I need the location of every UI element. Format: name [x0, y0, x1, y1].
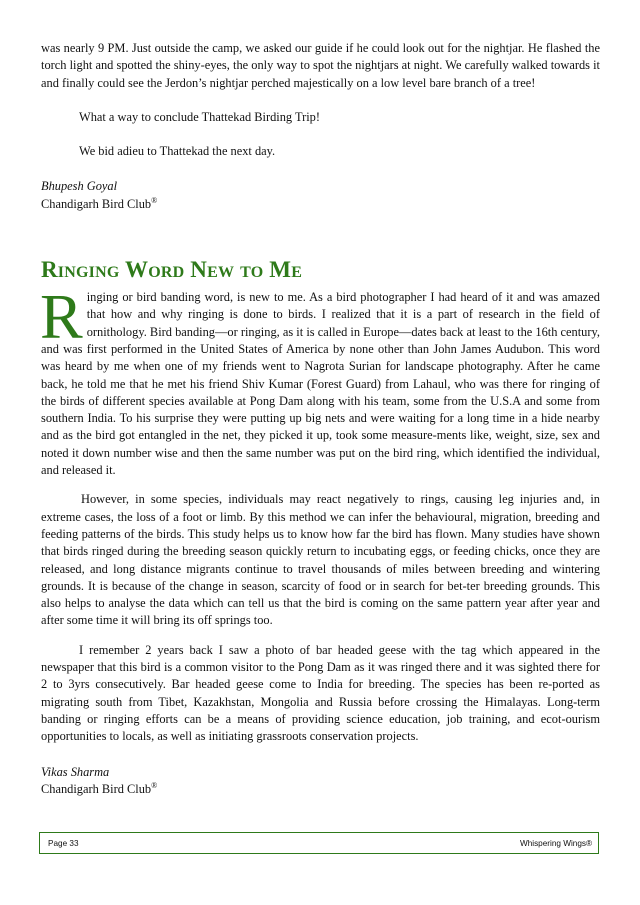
- author-name: Bhupesh Goyal: [41, 179, 118, 194]
- article-title: Ringing Word New to Me: [41, 257, 303, 283]
- page-number: Page 33: [48, 839, 79, 848]
- article-author-club: [41, 781, 600, 798]
- publication-name: Whispering Wings®: [519, 839, 592, 848]
- article-author-name: Vikas Sharma: [41, 764, 110, 779]
- article-paragraph-1: [40, 281, 600, 479]
- document-page: [41, 40, 600, 798]
- author-club: [41, 196, 600, 213]
- article-paragraph-2: However, in some species, individuals may react negatively to rings, causing leg injuries and, in extreme cases, the loss of a foot or limb. By this method we can infer the behavioural, migration, breeding and feeding patterns of the birds. This study helps us to know how far the bird has flown. Many studies have shown that birds ringed during the breeding season quickly return to incubating eggs, or feeding chicks, once they are released, and long distance migrants continue to travel thousands of miles between breeding and wintering grounds. It is because of the change in season, scarcity of food or in search for bet-ter breeding grounds. This also helps to analyse the data which can tell us that the bird is coming on the same pattern year after year and after some time it will bring its off springs too.: [41, 492, 600, 628]
- intro-paragraph: was nearly 9 PM. Just outside the camp, we asked our guide if he could look out for the nightjar. He flashed the torch light and spotted the shiny-eyes, the only way to spot the nightjars at night. We carefully walked towards it and finally could see the Jerdon’s nightjar perched majestically on a low level bare branch of a tree!: [41, 41, 600, 90]
- article-paragraph-3: I remember 2 years back I saw a photo of bar headed geese with the tag which appeared in the newspaper that this bird is a common visitor to the Pong Dam as it was ringed there and it was sighted there for 2 to 3yrs consecutively. Bar headed geese come to India for breeding. The species has been re-ported as migrating south from Tibet, Kazakhstan, Mongolia and Russia before crossing the Himalayas. Long-term banding or ringing efforts can be a means of providing science education, job training, and ecot-ourism opportunities to locals, as well as initiating grassroots conservation projects.: [41, 642, 600, 744]
- club-name: Chandigarh Bird Club: [41, 196, 152, 211]
- registered-mark: ®: [151, 195, 158, 205]
- article-paragraph-1-text: inging or bird banding word, is new to me. As a bird photographer I had heard of it and was amazed that how and why ringing is done to birds. I realized that it is a part of research in the field of ornithology. Bird banding—or ringing, as it is called in Europe—dates back at least to the 16th century, and was first performed in the United States of America by none other than John James Audubon. This word was heard by me when one of my friends went to Nagrota Surian for landscape photography. After he came back, he told me that he met his friend Shiv Kumar (Forest Guard) from Lahaul, who was there for ringing of the birds of different species available at Pong Dam along with his team, some from the U.S.A and some from southern India. To his surprise they were putting up big nets and were waiting for a long time in a hide nearby and as the bird got entangled in the net, they picked it up, took some measure-ments like, weight, size, sex and noted it down number wise and then the same number was put on the bird ring, which identified the individual, and released it.: [41, 290, 600, 478]
- adieu-line: We bid adieu to Thattekad the next day.: [79, 144, 276, 159]
- drop-cap: R: [40, 281, 83, 353]
- article-registered-mark: ®: [151, 780, 158, 790]
- page-footer: [39, 832, 599, 854]
- trip-conclusion-line: What a way to conclude Thattekad Birding Trip!: [79, 109, 320, 124]
- article-club-name: Chandigarh Bird Club: [41, 781, 152, 796]
